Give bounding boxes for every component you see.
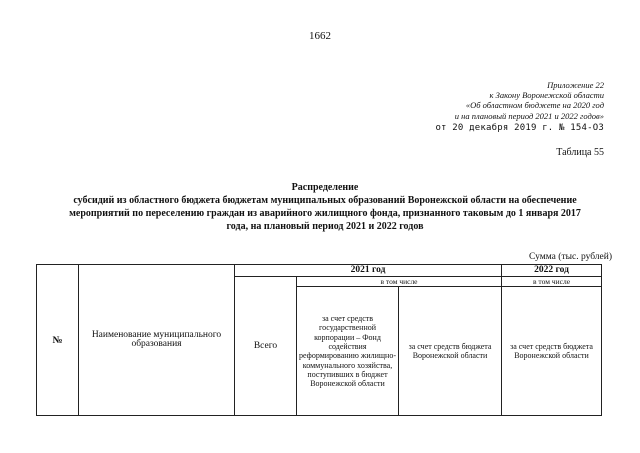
header-year-2022: 2022 год <box>502 265 602 277</box>
appendix-law-period: и на плановый период 2021 и 2022 годов» <box>454 111 604 121</box>
header-number: № <box>37 265 79 416</box>
header-regional-budget-2021: за счет средств бюджета Воронежской области <box>399 287 502 416</box>
header-fund-source-2021: за счет средств государственной корпорации – Фонд содействия реформированию жилищно-коммунального хозяйства, поступивших в бюджет Воронежской области <box>297 287 399 416</box>
document-subtitle-line-1: субсидий из областного бюджета бюджетам муниципальных образований Воронежской области на обеспечение <box>73 195 577 206</box>
header-including-2021: в том числе <box>297 277 502 287</box>
appendix-date-stamp: от 20 декабря 2019 г. № 154-ОЗ <box>435 123 604 133</box>
table-number: Таблица 55 <box>556 147 604 158</box>
appendix-number: Приложение 22 <box>547 80 604 90</box>
appendix-law: к Закону Воронежской области <box>489 90 604 100</box>
header-regional-budget-2022: за счет средств бюджета Воронежской области <box>502 287 602 416</box>
header-municipality-name: Наименование муниципального образования <box>79 265 235 416</box>
appendix-law-title: «Об областном бюджете на 2020 год <box>465 100 604 110</box>
document-title: Распределение <box>291 182 359 193</box>
document-subtitle-line-3: года, на плановый период 2021 и 2022 годов <box>226 221 424 232</box>
header-total-2021: Всего <box>235 277 297 416</box>
document-subtitle-line-2: мероприятий по переселению граждан из аварийного жилищного фонда, признанного таковым до 1 января 2017 <box>69 208 581 219</box>
page-number: 1662 <box>309 30 331 42</box>
subsidy-table <box>36 264 602 416</box>
sum-unit-label: Сумма (тыс. рублей) <box>529 252 612 262</box>
header-including-2022: в том числе <box>502 277 602 287</box>
header-year-2021: 2021 год <box>235 265 502 277</box>
